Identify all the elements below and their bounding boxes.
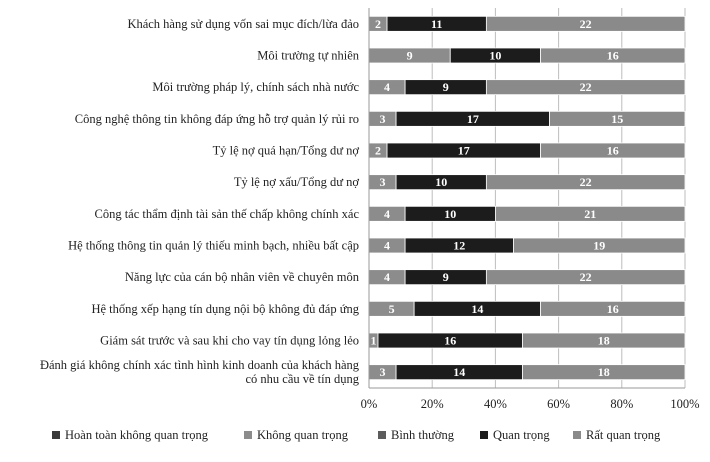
bar-value-label: 10: [435, 175, 448, 190]
category-label: Khách hàng sử dụng vốn sai mục đích/lừa đảo: [127, 16, 359, 31]
legend-swatch: [52, 431, 60, 439]
bar-value-label: 22: [579, 16, 592, 31]
category-label: Hệ thống xếp hạng tín dụng nội bộ không đủ đáp ứng: [91, 301, 359, 316]
bar-value-label: 4: [384, 270, 391, 285]
bar-value-label: 3: [379, 365, 386, 380]
legend-swatch: [378, 431, 386, 439]
bar-value-label: 3: [379, 175, 386, 190]
category-label: Môi trường pháp lý, chính sách nhà nước: [152, 80, 359, 95]
bar-value-label: 9: [406, 48, 413, 63]
gridlines: [432, 8, 685, 388]
bar-value-label: 4: [384, 238, 391, 253]
bar-value-label: 4: [384, 80, 391, 95]
bar-value-label: 17: [466, 111, 479, 126]
bar-value-label: 16: [606, 48, 619, 63]
bar-value-label: 22: [579, 175, 592, 190]
category-label: Tỷ lệ nợ xấu/Tổng dư nợ: [233, 175, 359, 190]
x-tick-label: 60%: [547, 397, 571, 411]
category-label: Tỷ lệ nợ quá hạn/Tổng dư nợ: [212, 143, 359, 158]
bar-value-label: 16: [444, 333, 457, 348]
bar-value-label: 9: [442, 80, 449, 95]
legend-label: Bình thường: [391, 428, 455, 442]
category-label: Năng lực của cán bộ nhân viên về chuyên môn: [124, 270, 359, 285]
data-labels: [371, 17, 624, 379]
bar-value-label: 14: [471, 301, 484, 316]
bar-value-label: 3: [379, 111, 386, 126]
bar-value-label: 18: [597, 333, 610, 348]
x-tick-label: 80%: [610, 397, 634, 411]
bar-value-label: 16: [606, 301, 619, 316]
x-tick-label: 100%: [670, 397, 700, 411]
x-tick-label: 20%: [420, 397, 444, 411]
category-label: Môi trường tự nhiên: [257, 48, 359, 63]
category-labels: [40, 17, 360, 386]
bar-value-label: 19: [593, 238, 606, 253]
bar-value-label: 17: [457, 143, 470, 158]
category-label: Hệ thống thông tin quản lý thiếu minh bạch, nhiều bất cập: [68, 238, 359, 253]
bar-value-label: 12: [453, 238, 466, 253]
legend-swatch: [244, 431, 252, 439]
bar-value-label: 9: [442, 270, 449, 285]
x-tick-label: 0%: [360, 397, 378, 411]
category-label: Công tác thẩm định tài sản thế chấp không chính xác: [94, 206, 359, 221]
category-label: có nhu cầu về tín dụng: [245, 372, 359, 387]
legend-swatch: [573, 431, 581, 439]
legend-label: Rất quan trọng: [586, 428, 661, 442]
x-tick-label: 40%: [483, 397, 507, 411]
category-label: Giám sát trước và sau khi cho vay tín dụng lỏng lẻo: [100, 333, 359, 348]
bar-value-label: 10: [489, 48, 502, 63]
bar-value-label: 22: [579, 80, 592, 95]
bar-value-label: 2: [375, 16, 382, 31]
bar-value-label: 18: [597, 365, 610, 380]
legend: [52, 428, 661, 442]
bars: [369, 16, 685, 379]
category-label: Công nghệ thông tin không đáp ứng hỗ trợ quản lý rủi ro: [74, 111, 359, 126]
bar-value-label: 1: [370, 333, 377, 348]
bar-value-label: 16: [606, 143, 619, 158]
category-label: Đánh giá không chính xác tình hình kinh doanh của khách hàng: [39, 358, 359, 373]
bar-value-label: 15: [611, 111, 624, 126]
bar-value-label: 2: [375, 143, 382, 158]
bar-value-label: 4: [384, 206, 391, 221]
bar-value-label: 11: [431, 16, 443, 31]
legend-label: Không quan trọng: [257, 428, 348, 442]
bar-value-label: 5: [388, 301, 395, 316]
bar-value-label: 22: [579, 270, 592, 285]
bar-value-label: 14: [453, 365, 466, 380]
bar-value-label: 21: [584, 206, 597, 221]
legend-swatch: [480, 431, 488, 439]
legend-label: Hoàn toàn không quan trọng: [65, 428, 209, 442]
bar-value-label: 10: [444, 206, 457, 221]
legend-label: Quan trọng: [493, 428, 550, 442]
